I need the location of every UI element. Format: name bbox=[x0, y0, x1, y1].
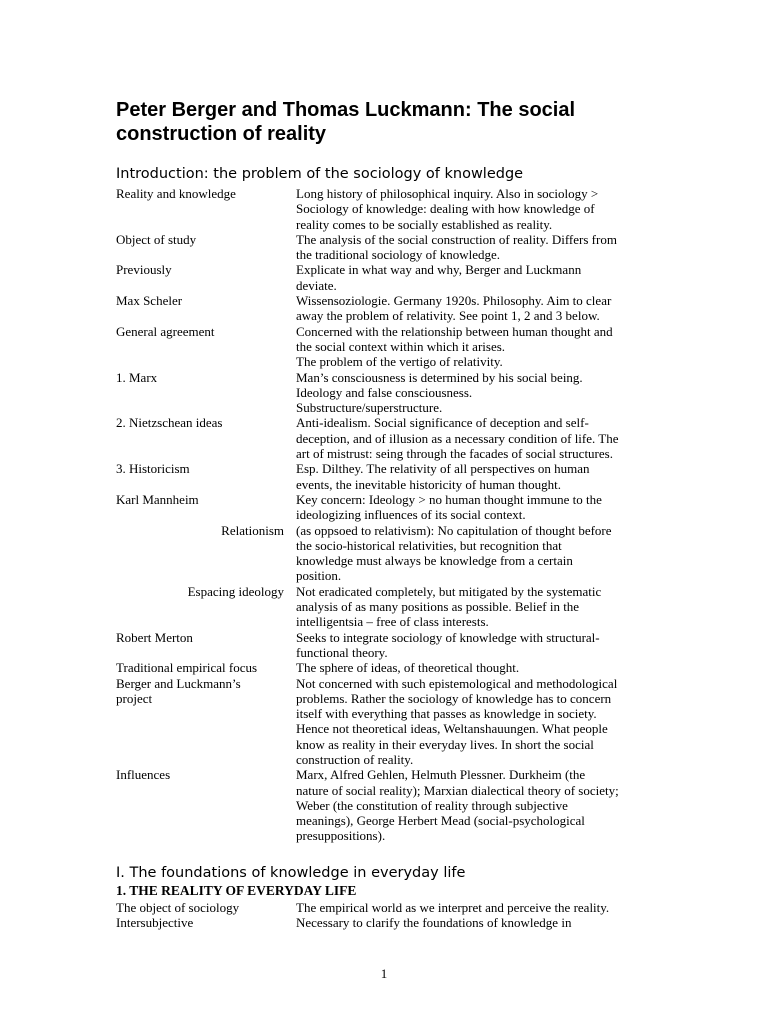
table-row bbox=[116, 186, 656, 232]
row-term: Relationism bbox=[221, 522, 284, 538]
table-row bbox=[116, 767, 656, 843]
row-desc: Concerned with the relationship between human thought and the social context within which it arises. The problem of the vertigo of relativity. bbox=[296, 323, 613, 370]
row-term: The object of sociology bbox=[116, 900, 240, 915]
row-desc: Marx, Alfred Gehlen, Helmuth Plessner. Durkheim (the nature of social reality); Marxian dialectical theory of society; Weber (the constitution of reality through subjective meanings), George Herbert Mead (social-psychological presuppositions). bbox=[296, 767, 619, 844]
row-desc: Long history of philosophical inquiry. Also in sociology > Sociology of knowledge: dealing with how knowledge of reality comes to be socially established as reality. bbox=[296, 186, 599, 232]
table-row bbox=[116, 461, 656, 492]
table-row bbox=[116, 676, 656, 768]
row-term: Robert Merton bbox=[116, 629, 193, 645]
row-term: Espacing ideology bbox=[187, 583, 284, 599]
table-row bbox=[116, 262, 656, 293]
table-row bbox=[116, 900, 656, 915]
row-term: Berger and Luckmann’s project bbox=[116, 675, 241, 706]
row-desc: The sphere of ideas, of theoretical thought. bbox=[296, 660, 520, 676]
row-term: General agreement bbox=[116, 323, 215, 339]
row-desc: Seeks to integrate sociology of knowledge with structural- functional theory. bbox=[296, 629, 600, 660]
subsection-heading: 1. THE REALITY OF EVERYDAY LIFE bbox=[116, 883, 357, 898]
row-term: Reality and knowledge bbox=[116, 186, 236, 201]
row-term: Traditional empirical focus bbox=[116, 660, 258, 676]
page-number: 1 bbox=[380, 966, 388, 981]
row-term: Max Scheler bbox=[116, 293, 183, 309]
table-row bbox=[116, 293, 656, 324]
section-heading: I. The foundations of knowledge in everyday life bbox=[116, 865, 466, 881]
row-desc: Esp. Dilthey. The relativity of all perspectives on human events, the inevitable historicity of human thought. bbox=[296, 461, 590, 492]
section1-table bbox=[116, 900, 656, 931]
row-desc: Necessary to clarify the foundations of knowledge in bbox=[296, 915, 572, 931]
row-desc: Explicate in what way and why, Berger and Luckmann deviate. bbox=[296, 262, 582, 293]
table-row bbox=[116, 523, 656, 584]
row-term: 3. Historicism bbox=[116, 461, 190, 477]
row-desc: Not concerned with such epistemological and methodological problems. Rather the sociology of knowledge has to concern itself with everything that passes as knowledge in society. Hence not theoretical ideas, Weltanshauungen. What people know as reality in their everyday lives. In short the social construction of reality. bbox=[296, 675, 618, 767]
table-row bbox=[116, 492, 656, 523]
row-term: 2. Nietzschean ideas bbox=[116, 415, 223, 431]
row-term: Object of study bbox=[116, 231, 197, 247]
row-desc: Anti-idealism. Social significance of deception and self- deception, and of illusion as a necessary condition of life. The art of mistrust: seing through the facades of social structures. bbox=[296, 415, 619, 462]
row-desc: Wissensoziologie. Germany 1920s. Philosophy. Aim to clear away the problem of relativity. See point 1, 2 and 3 below. bbox=[296, 293, 612, 324]
row-desc: The empirical world as we interpret and perceive the reality. bbox=[296, 900, 610, 915]
row-term: Intersubjective bbox=[116, 915, 194, 931]
row-desc: (as oppsoed to relativism): No capitulation of thought before the socio-historical relativities, but recognition that knowledge must always be knowledge from a certain position. bbox=[296, 522, 612, 584]
row-term: Previously bbox=[116, 262, 172, 278]
intro-heading: Introduction: the problem of the sociology of knowledge bbox=[116, 166, 524, 182]
row-term: Influences bbox=[116, 767, 171, 783]
table-row bbox=[116, 584, 656, 630]
row-desc: The analysis of the social construction of reality. Differs from the traditional sociology of knowledge. bbox=[296, 231, 617, 263]
table-row bbox=[116, 324, 656, 370]
intro-table bbox=[116, 186, 656, 844]
row-term: 1. Marx bbox=[116, 369, 158, 385]
table-row bbox=[116, 915, 656, 930]
row-desc: Not eradicated completely, but mitigated by the systematic analysis of as many positions as possible. Belief in the intelligentsia – free of class interests. bbox=[296, 583, 602, 630]
table-row bbox=[116, 660, 656, 675]
table-row bbox=[116, 630, 656, 661]
table-row bbox=[116, 415, 656, 461]
table-row bbox=[116, 370, 656, 416]
page-title: Peter Berger and Thomas Luckmann: The social construction of reality bbox=[116, 99, 576, 145]
row-desc: Key concern: Ideology > no human thought immune to the ideologizing influences of its social context. bbox=[296, 491, 602, 523]
row-desc: Man’s consciousness is determined by his social being. Ideology and false consciousness. Substructure/superstructure. bbox=[296, 369, 583, 416]
table-row bbox=[116, 232, 656, 263]
row-term: Karl Mannheim bbox=[116, 491, 199, 507]
